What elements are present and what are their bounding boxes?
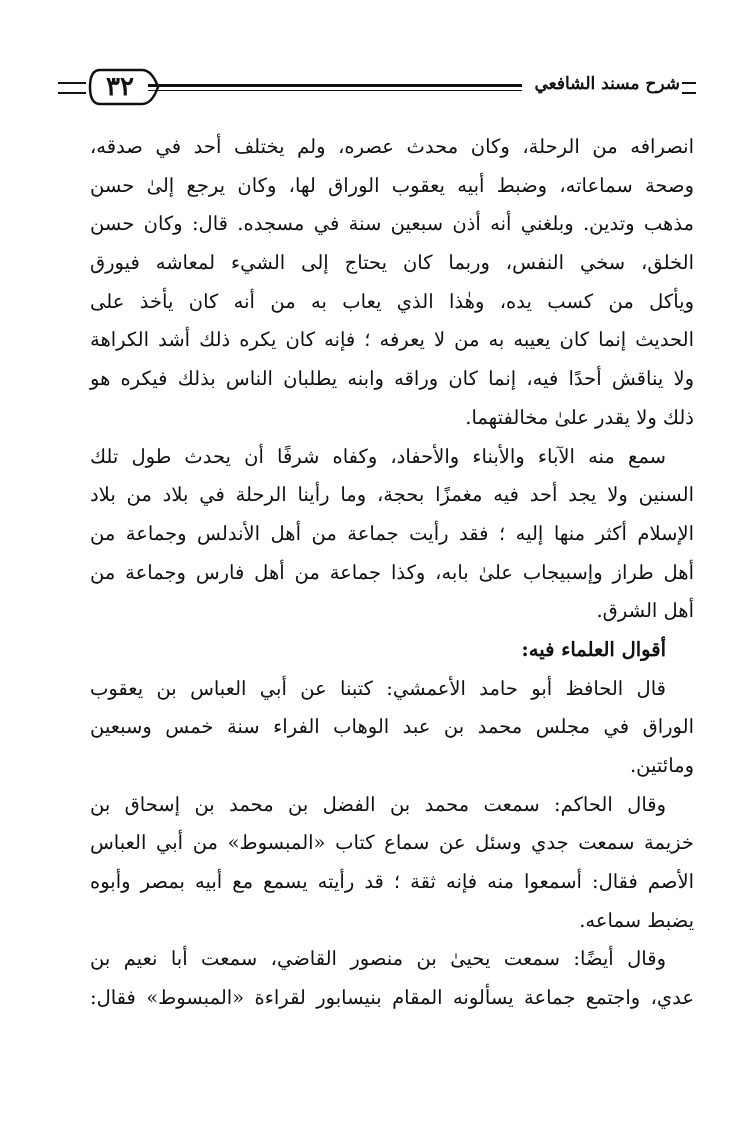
- text-line: ذلك ولا يقدر علىٰ مخالفتهما.: [465, 405, 694, 429]
- text-line: وقال أيضًا: سمعت يحيىٰ بن منصور القاضي، سمعت أبا نعيم بن: [90, 947, 666, 971]
- text-line: وقال الحاكم: سمعت محمد بن الفضل بن محمد بن إسحاق بن: [90, 792, 666, 816]
- page-number-cartouche: [86, 66, 160, 108]
- text-line: الخلق، سخي النفس، وربما كان يحتاج إلى الشيء لمعاشه فيورق: [90, 251, 694, 275]
- text-line: ولا يناقش أحدًا فيه، إنما كان وراقه وابنه يطلبان الناس بذلك فيكره هو: [90, 367, 694, 391]
- text-line: خزيمة سمعت جدي وسئل عن سماع كتاب «المبسوط» من أبي العباس: [90, 831, 694, 855]
- text-line: انصرافه من الرحلة، وكان محدث عصره، ولم يختلف أحد في صدقه،: [90, 135, 694, 158]
- text-line: الأصم فقال: أسمعوا منه فإنه ثقة ؛ قد رأيته يسمع مع أبيه بمصر وأبوه: [90, 870, 694, 894]
- text-line: سمع منه الآباء والأبناء والأحفاد، وكفاه شرفًا أن يحدث طول تلك: [90, 444, 666, 468]
- text-line: ومائتين.: [629, 754, 694, 777]
- text-line: الإسلام أكثر منها إليه ؛ فقد رأيت جماعة من أهل الأندلس وجماعة من: [90, 521, 694, 545]
- header-rule-thin: [148, 90, 522, 91]
- text-line: مذهب وتدين. وبلغني أنه أذن سبعين سنة في مسجده. قال: وكان حسن: [90, 212, 694, 236]
- text-line: أهل طراز وإسبيجاب علىٰ بابه، وكذا جماعة من أهل فارس وجماعة من: [90, 560, 694, 584]
- text-line: أهل الشرق.: [596, 599, 694, 623]
- text-line: قال الحافظ أبو حامد الأعمشي: كتبنا عن أبي العباس بن يعقوب: [90, 676, 666, 700]
- text-line: الوراق في مجلس محمد بن عبد الوهاب الفراء سنة خمس وسبعين: [90, 715, 694, 739]
- text-line: الحديث إنما كان يعيبه به من لا يعرفه ؛ فإنه كان يكره ذلك أشد الكراهة: [90, 328, 694, 352]
- text-line: عدي، واجتمع جماعة يسألونه المقام بنيسابور لقراءة «المبسوط» فقال:: [90, 986, 694, 1010]
- header-rule: [148, 84, 522, 91]
- page-number: ٣٢: [106, 72, 134, 102]
- text-line: يضبط سماعه.: [579, 908, 694, 932]
- text-line: ويأكل من كسب يده، وهٰذا الذي يعاب به من أنه كان يأخذ على: [90, 289, 694, 313]
- page-body: [90, 128, 694, 1018]
- text-line: وصحة سماعاته، وضبط أبيه يعقوب الوراق لها، وكان يرجع إلىٰ حسن: [90, 173, 694, 197]
- title-ornament-bars: [682, 82, 696, 94]
- text-line: السنين ولا يجد أحد فيه مغمزًا بحجة، وما رأينا الرحلة في بلاد من بلاد: [90, 483, 694, 507]
- book-title: شرح مسند الشافعي: [534, 74, 680, 94]
- left-ornament-bars: [58, 82, 86, 94]
- section-heading: أقوال العلماء فيه:: [521, 637, 666, 661]
- running-header: [88, 66, 680, 118]
- header-rule-thick: [148, 84, 522, 87]
